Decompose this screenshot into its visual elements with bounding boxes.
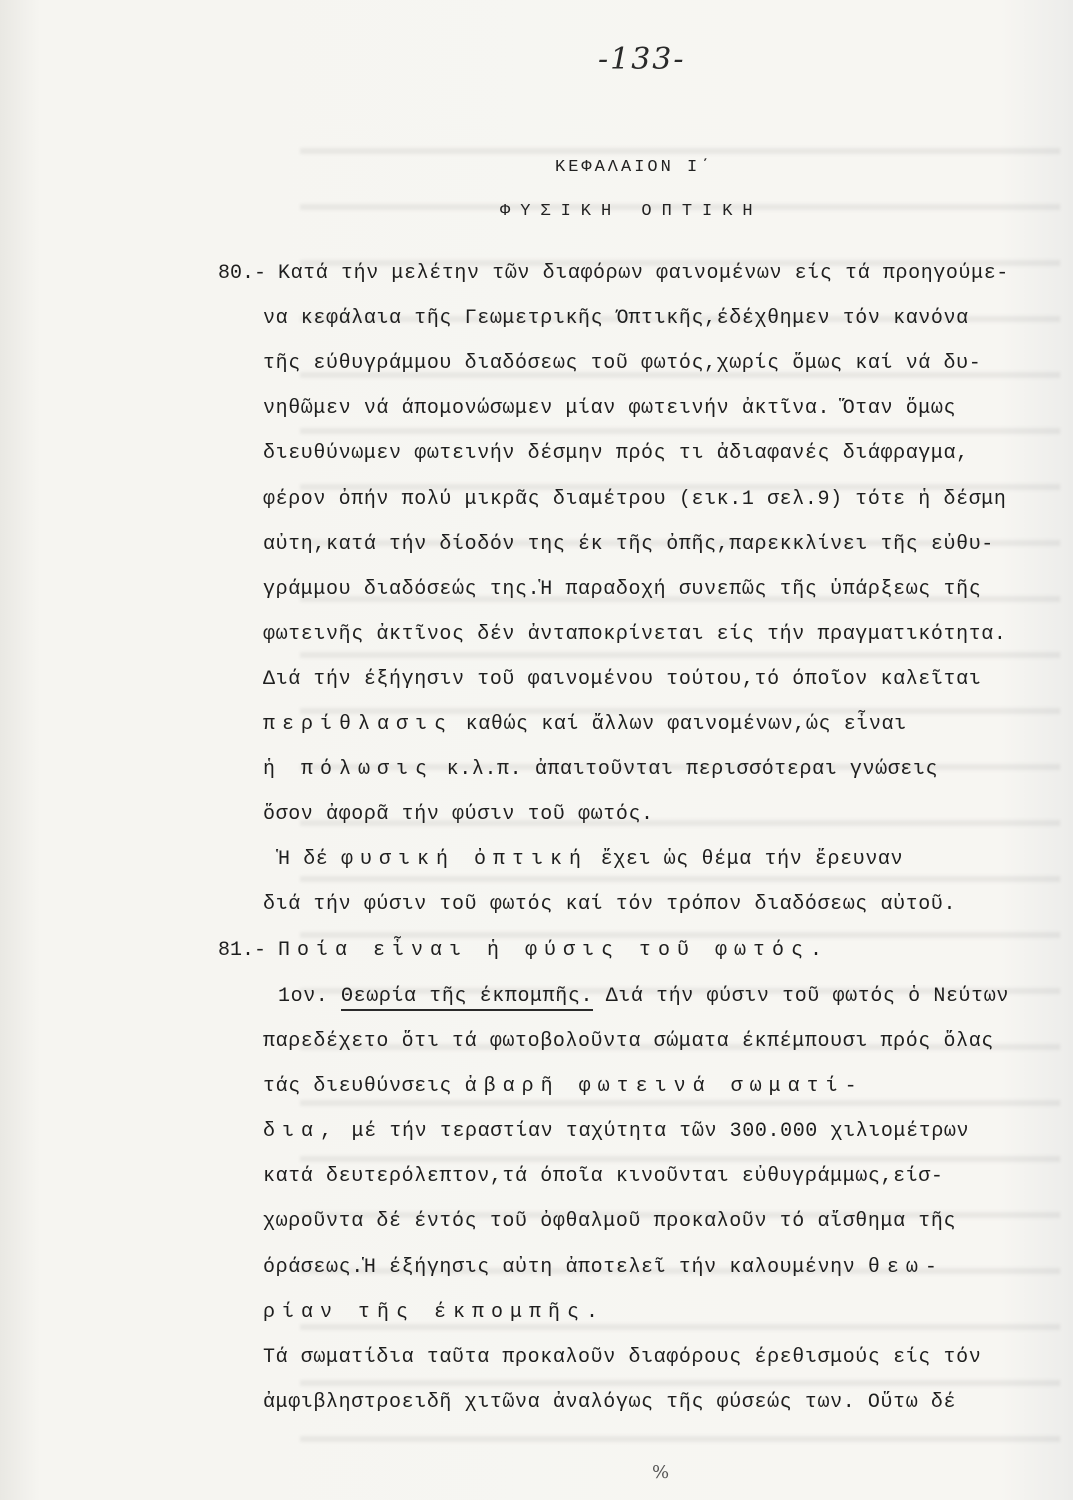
text-line <box>263 1075 864 1098</box>
text-line <box>278 848 903 871</box>
text-line: ὅσον ἀφορᾶ τήν φύσιν τοῦ φωτός. <box>263 803 654 826</box>
text-segment: . <box>586 1301 599 1324</box>
text-line <box>263 1256 944 1279</box>
text-line: Τά σωματίδια ταῦτα προκαλοῦν διαφόρους έρεθισμούς είς τόν <box>263 1346 982 1369</box>
page-number: -133- <box>598 42 686 77</box>
text-line <box>263 1120 969 1143</box>
paragraph-number-81: 81.- <box>218 939 267 962</box>
term-diffraction: περίθλασις <box>263 713 454 736</box>
text-segment: Διά τήν φύσιν τοῦ φωτός ὁ Νεύτων <box>605 985 1009 1008</box>
text-line: να κεφάλαια τῆς Γεωμετρικῆς Όπτικῆς,έδέχθημεν τόν κανόνα <box>263 307 969 330</box>
text-line: Διά τήν έξήγησιν τοῦ φαινομένου τούτου,τό όποῖον καλεῖται <box>263 668 982 691</box>
text-line: ἀμφιβληστροειδῆ χιτῶνα ἀναλόγως τῆς φύσεώς των. Οὕτω δέ <box>263 1391 957 1414</box>
text-segment: ἔχει ὡς θέμα τήν ἔρευναν <box>600 848 904 871</box>
paragraph-heading: Ποία εἶναι ἡ φύσις τοῦ φωτός. <box>278 939 830 962</box>
term-physical-optics: φυσική ὀπτική <box>341 848 589 871</box>
theory-name: Θεωρία τῆς έκπομπῆς. <box>341 985 593 1011</box>
text-segment: κ.λ.π. ἀπαιτοῦνται περισσότεραι γνώσεις <box>446 758 939 781</box>
term-polarization: ἡ πόλωσις <box>263 758 435 781</box>
text-segment: Ἡ δέ <box>278 848 329 871</box>
text-line: γράμμου διαδόσεώς της.Ἡ παραδοχή συνεπῶς τῆς ὑπάρξεως τῆς <box>263 578 982 601</box>
text-line: φέρον ὀπήν πολύ μικρᾶς διαμέτρου (εικ.1 σελ.9) τότε ἡ δέσμη <box>263 488 1007 511</box>
text-segment: όράσεως.Ἡ έξήγησις αὐτη ἀποτελεῖ τήν καλουμένην <box>263 1256 856 1279</box>
text-line: νηθῶμεν νά άπομονώσωμεν μίαν φωτεινήν ἀκτῖνα. Ὅταν ὅμως <box>263 397 957 420</box>
text-line: αὐτη,κατά τήν δίοδόν της έκ τῆς ὀπῆς,παρεκκλίνει τῆς εὐθυ- <box>263 533 994 556</box>
text-line: τῆς εύθυγράμμου διαδόσεως τοῦ φωτός,χωρίς ὅμως καί νά δυ- <box>263 352 982 375</box>
text-line: κατά δευτερόλεπτον,τά όποῖα κινοῦνται εὐθυγράμμως,είσ- <box>263 1165 944 1188</box>
term-continuation: δια, <box>263 1120 340 1143</box>
text-line <box>263 1301 599 1324</box>
text-line <box>278 985 1009 1008</box>
text-line <box>263 758 938 781</box>
text-line: διευθύνωμεν φωτεινήν δέσμην πρός τι ἀδιαφανές διάφραγμα, <box>263 442 969 465</box>
footer-mark: % <box>652 1462 670 1483</box>
term-emission-theory: ρίαν τῆς έκπομπῆς <box>263 1301 587 1324</box>
text-line: Κατά τήν μελέτην τῶν διαφόρων φαινομένων είς τά προηγούμε- <box>278 262 1009 285</box>
term-weightless-particles: ἀβαρῆ φωτεινά σωματί- <box>464 1075 864 1098</box>
text-segment: καθώς καί ἄλλων φαινομένων,ώς εἶναι <box>465 713 907 736</box>
text-line: φωτεινῆς ἀκτῖνος δέν ἀνταποκρίνεται είς τήν πραγματικότητα. <box>263 623 1007 646</box>
text-line <box>263 713 907 736</box>
paragraph-number-80: 80.- <box>218 262 267 285</box>
text-line: παρεδέχετο ὅτι τά φωτοβολοῦντα σώματα έκπέμπουσι πρός ὅλας <box>263 1030 994 1053</box>
text-segment: 1ον. <box>278 985 329 1008</box>
text-segment: μέ τήν τεραστίαν ταχύτητα τῶν 300.000 χιλιομέτρων <box>351 1120 970 1143</box>
text-line: χωροῦντα δέ έντός τοῦ ὀφθαλμοῦ προκαλοῦν τό αἴσθημα τῆς <box>263 1210 957 1233</box>
text-line: διά τήν φύσιν τοῦ φωτός καί τόν τρόπον διαδόσεως αὐτοῦ. <box>263 893 957 916</box>
chapter-title: ΚΕΦΑΛΑΙΟΝ Ι΄ <box>555 158 714 177</box>
term-theory: θεω- <box>867 1256 944 1279</box>
section-title: ΦΥΣΙΚΗ ΟΠΤΙΚΗ <box>500 202 763 221</box>
text-segment: τάς διευθύνσεις <box>263 1075 453 1098</box>
